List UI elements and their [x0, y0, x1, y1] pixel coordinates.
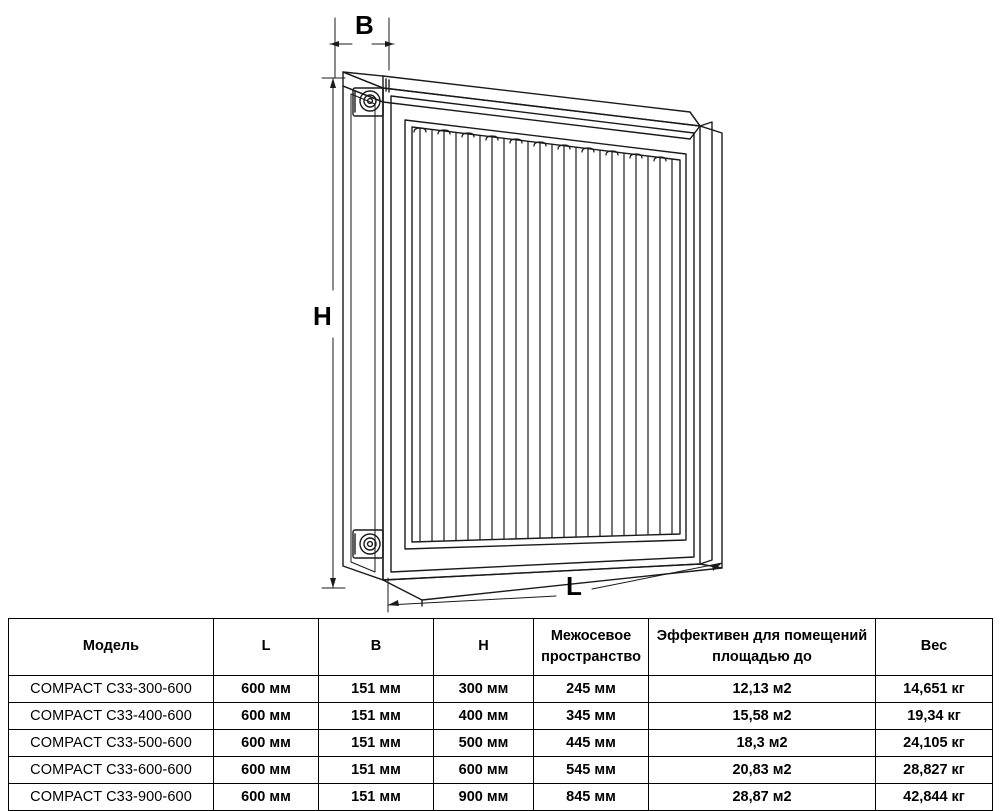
cell-depth: 151 мм [319, 730, 434, 757]
radiator-fins [420, 129, 672, 542]
specification-table [8, 618, 993, 811]
dimension-h [322, 78, 345, 588]
header-room-area-line2: площадью до [712, 649, 812, 665]
cell-length: 600 мм [214, 703, 319, 730]
radiator-top-cap [343, 72, 700, 139]
cell-weight: 28,827 кг [876, 757, 993, 784]
cell-weight: 14,651 кг [876, 676, 993, 703]
header-height: H [434, 619, 534, 676]
cell-model: COMPACT C33-900-600 [9, 784, 214, 811]
cell-depth: 151 мм [319, 703, 434, 730]
cell-depth: 151 мм [319, 784, 434, 811]
cell-axis: 445 мм [534, 730, 649, 757]
cell-model: COMPACT C33-600-600 [9, 757, 214, 784]
cell-length: 600 мм [214, 730, 319, 757]
table-row [9, 703, 993, 730]
radiator-valve-bottom [353, 530, 383, 558]
header-axis-spacing [534, 619, 649, 676]
radiator-right-edge [700, 122, 712, 564]
header-length: L [214, 619, 319, 676]
header-axis-spacing-line2: пространство [541, 649, 641, 665]
table-row [9, 676, 993, 703]
cell-depth: 151 мм [319, 757, 434, 784]
dimension-label-h: H [313, 301, 332, 331]
header-model: Модель [9, 619, 214, 676]
dimension-l [388, 538, 722, 612]
radiator-front-panel [383, 88, 700, 580]
table-row [9, 784, 993, 811]
cell-axis: 545 мм [534, 757, 649, 784]
header-room-area-line1: Эффективен для помещений [656, 627, 868, 644]
cell-height: 500 мм [434, 730, 534, 757]
cell-axis: 345 мм [534, 703, 649, 730]
cell-height: 400 мм [434, 703, 534, 730]
cell-model: COMPACT C33-300-600 [9, 676, 214, 703]
cell-axis: 245 мм [534, 676, 649, 703]
cell-area: 18,3 м2 [649, 730, 876, 757]
cell-area: 28,87 м2 [649, 784, 876, 811]
header-axis-spacing-line1: Межосевое [550, 627, 632, 644]
header-depth: B [319, 619, 434, 676]
cell-model: COMPACT C33-500-600 [9, 730, 214, 757]
header-weight: Вес [876, 619, 993, 676]
cell-height: 900 мм [434, 784, 534, 811]
cell-area: 20,83 м2 [649, 757, 876, 784]
cell-area: 15,58 м2 [649, 703, 876, 730]
cell-depth: 151 мм [319, 676, 434, 703]
cell-length: 600 мм [214, 676, 319, 703]
table-header-row [9, 619, 993, 676]
radiator-grille-frame [405, 120, 686, 549]
cell-height: 300 мм [434, 676, 534, 703]
header-room-area [649, 619, 876, 676]
cell-axis: 845 мм [534, 784, 649, 811]
specification-table-container [8, 618, 992, 811]
cell-length: 600 мм [214, 784, 319, 811]
dimension-label-b: B [355, 10, 374, 40]
cell-model: COMPACT C33-400-600 [9, 703, 214, 730]
cell-height: 600 мм [434, 757, 534, 784]
cell-weight: 19,34 кг [876, 703, 993, 730]
table-row [9, 757, 993, 784]
cell-weight: 24,105 кг [876, 730, 993, 757]
table-row [9, 730, 993, 757]
cell-length: 600 мм [214, 757, 319, 784]
dimension-label-l: L [566, 571, 582, 601]
radiator-side-face [343, 86, 383, 580]
cell-area: 12,13 м2 [649, 676, 876, 703]
cell-weight: 42,844 кг [876, 784, 993, 811]
